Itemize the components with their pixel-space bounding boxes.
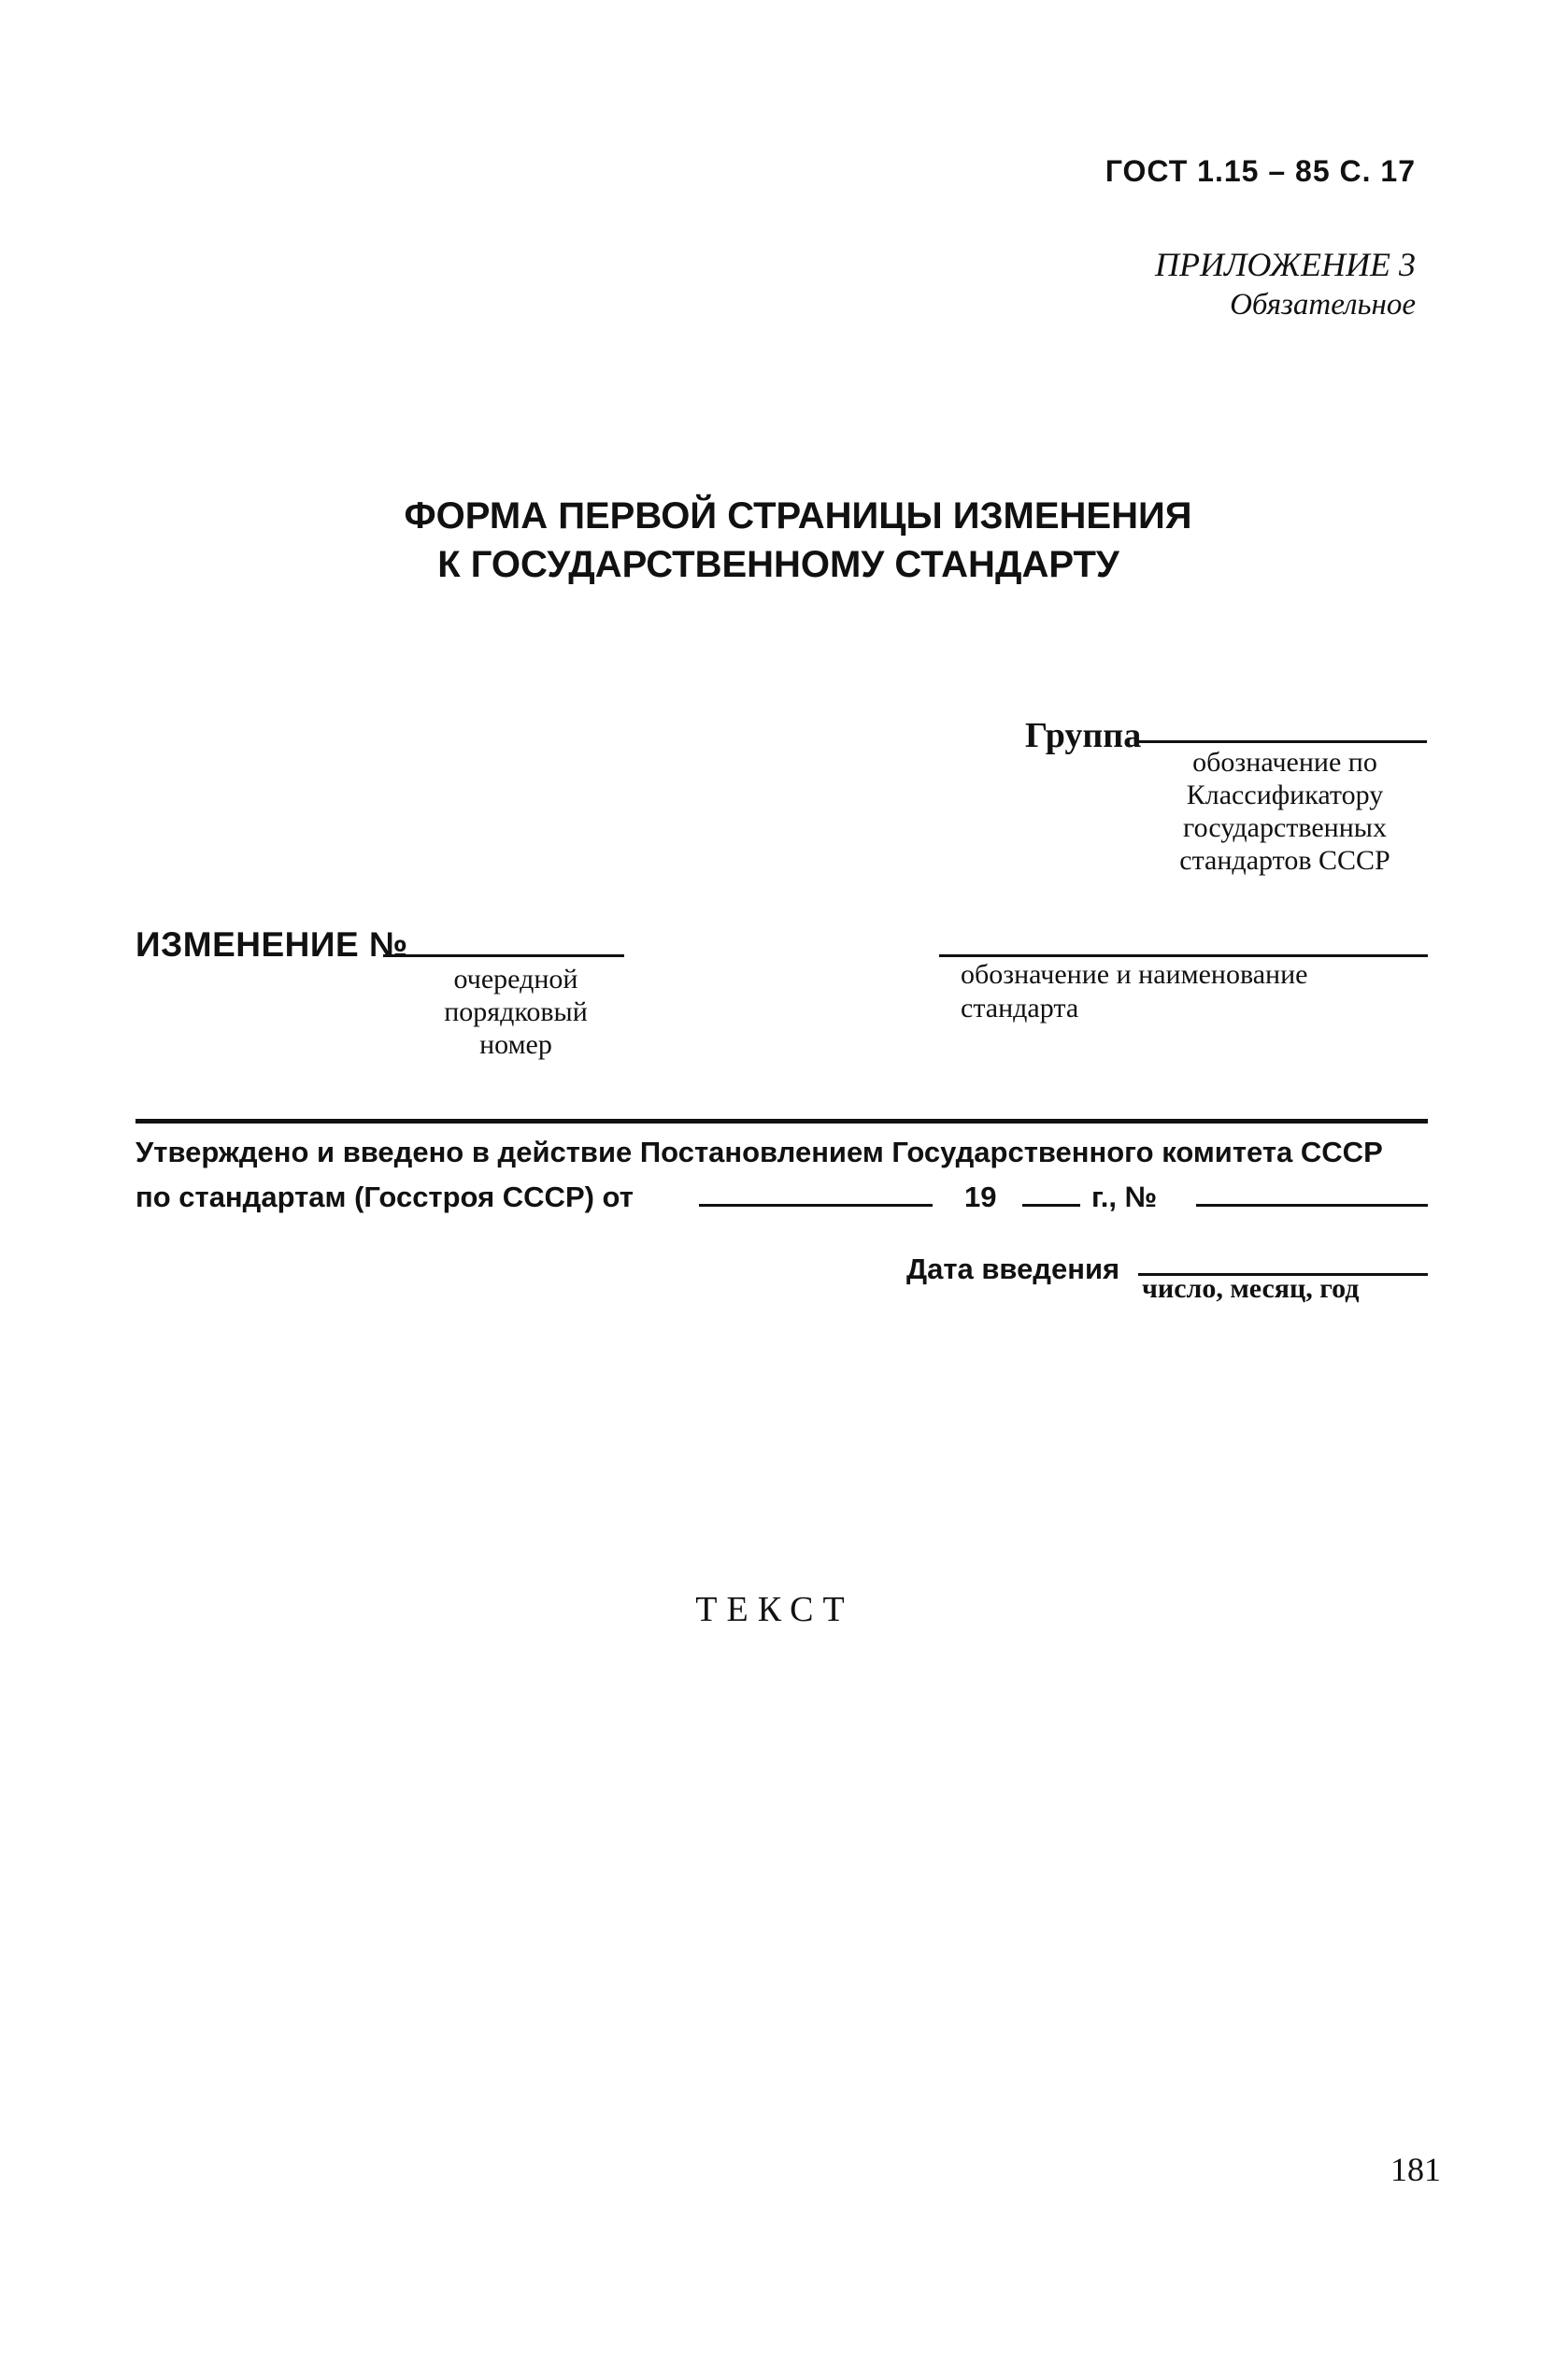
approval-text-line1: Утверждено и введено в действие Постановлением Государственного комитета СССР: [135, 1136, 1383, 1168]
group-description: обозначение по Классификатору государственных стандартов СССР: [1179, 747, 1390, 876]
standard-blank-line: [939, 954, 1428, 957]
change-number-label: ИЗМЕНЕНИЕ №: [135, 925, 408, 964]
effective-date-label: Дата введения: [906, 1253, 1120, 1285]
form-title-line1: ФОРМА ПЕРВОЙ СТРАНИЦЫ ИЗМЕНЕНИЯ: [404, 495, 1192, 537]
standard-description: обозначение и наименование стандарта: [961, 959, 1308, 1024]
effective-date-description: число, месяц, год: [1142, 1273, 1360, 1304]
body-text-heading: ТЕКСТ: [695, 1590, 854, 1629]
form-title-line2: К ГОСУДАРСТВЕННОМУ СТАНДАРТУ: [437, 544, 1119, 585]
appendix-title: ПРИЛОЖЕНИЕ 3: [1155, 246, 1416, 283]
page-number: 181: [1390, 2151, 1441, 2188]
group-label: Группа: [1025, 716, 1142, 755]
approval-year-prefix: 19: [964, 1181, 997, 1213]
change-number-blank-line: [383, 954, 624, 957]
document-header: ГОСТ 1.15 – 85 С. 17: [1105, 154, 1416, 188]
section-divider: [135, 1119, 1428, 1124]
approval-number-blank-line: [1196, 1204, 1428, 1207]
appendix-status: Обязательное: [1230, 288, 1416, 322]
approval-year-suffix: г., №: [1091, 1181, 1158, 1213]
group-blank-line: [1135, 740, 1427, 743]
change-number-description: очередной порядковый номер: [444, 964, 588, 1060]
approval-date-blank-line: [699, 1204, 933, 1207]
approval-text-line2: по стандартам (Госстроя СССР) от: [135, 1181, 634, 1213]
approval-year-blank-line: [1022, 1204, 1080, 1207]
